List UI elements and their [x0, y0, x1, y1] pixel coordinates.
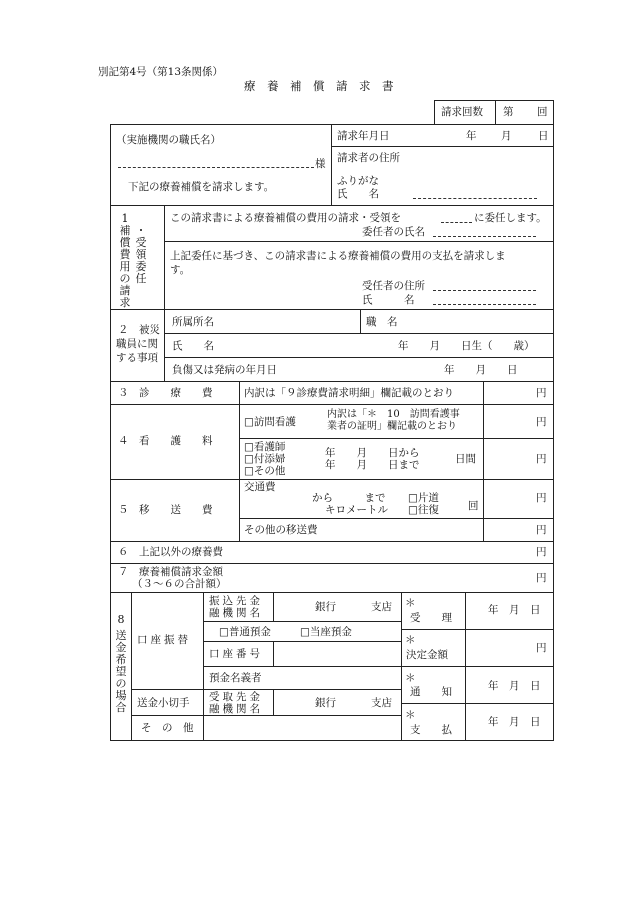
section3-label: ３ 診 療 費: [118, 387, 213, 399]
section1-label-col1: 1 補 償 費 用 の 請 求: [119, 212, 131, 309]
agency-head-label: （実施機関の職氏名）: [116, 134, 221, 146]
home-nursing-checkbox[interactable]: □訪問看護: [244, 416, 296, 428]
employee-name-label: 氏 名: [172, 340, 214, 352]
nursing-to-date: 年 月 日まで: [325, 459, 420, 471]
birth-date-text: 年 月 日生（ 歳）: [398, 340, 535, 352]
payment-text-2: す。: [170, 264, 191, 276]
decided-amount-label: 決定金額: [406, 649, 448, 661]
receiving-bank-label-2: 融機関名: [209, 703, 263, 715]
position-label: 職 名: [366, 316, 398, 328]
claim-day: 日: [538, 130, 549, 142]
received-label: 受 理: [410, 612, 452, 624]
furigana-label: ふりがな: [337, 175, 379, 187]
claim-month: 月: [501, 130, 512, 142]
home-nursing-detail-1: 内訳は「＊ 10 訪問看護事: [327, 409, 460, 420]
section2-label-2: 職員に関: [116, 338, 158, 350]
section5-label: ５ 移 送 費: [118, 504, 213, 516]
receiving-bank-label-1: 受取先金: [209, 691, 263, 703]
claimant-address-label: 請求者の住所: [337, 152, 400, 164]
section3-detail: 内訳は「９診療費請求明細」欄記載のとおり: [244, 387, 454, 399]
section5-unit-2: 円: [536, 524, 547, 536]
delegatee-name-label: 氏 名: [362, 294, 415, 306]
delegate-name-line[interactable]: [433, 236, 536, 237]
injury-date-label: 負傷又は発病の年月日: [172, 364, 277, 376]
bank-label-1: 振込先金: [209, 595, 263, 607]
transport-label: 交通費: [244, 481, 276, 493]
home-nursing-detail-2: 業者の証明」欄記載のとおり: [327, 421, 457, 432]
claim-count-prefix: 第: [503, 106, 514, 118]
nurse-checkbox[interactable]: □看護師: [244, 441, 286, 453]
remittance-label: 送金小切手: [137, 697, 190, 709]
section5-unit-1: 円: [536, 492, 547, 504]
notice-asterisk: ＊: [405, 672, 416, 684]
claimant-name-line[interactable]: [413, 198, 537, 199]
claim-date-label: 請求年月日: [337, 130, 390, 142]
current-deposit-checkbox[interactable]: □当座預金: [300, 626, 352, 638]
other-caregiver-checkbox[interactable]: □その他: [244, 465, 286, 477]
payment-label: 支 払: [410, 724, 452, 736]
received-asterisk: ＊: [405, 597, 416, 609]
section1-label-col2: ・ 受 領 委 任: [135, 224, 147, 285]
distance-text: キロメートル: [325, 504, 388, 516]
received-date: 年 月 日: [488, 604, 541, 616]
delegatee-address-line[interactable]: [433, 290, 536, 291]
ordinary-deposit-checkbox[interactable]: □普通預金: [219, 626, 271, 638]
injury-date-text: 年 月 日: [444, 364, 518, 376]
trip-count-label: 回: [468, 500, 479, 512]
bank-text: 銀行: [315, 601, 336, 613]
section4-unit-2: 円: [536, 453, 547, 465]
delegate-blank[interactable]: [441, 222, 472, 223]
delegatee-name-line[interactable]: [433, 304, 536, 305]
other-method-label: そ の 他: [141, 722, 194, 734]
claimant-name-label: 氏 名: [337, 188, 379, 200]
attendant-checkbox[interactable]: □付添婦: [244, 453, 286, 465]
delegate-text: この請求書による療養補償の費用の請求・受領を: [170, 212, 401, 224]
payment-text-1: 上記委任に基づき、この請求書による療養補償の費用の支払を請求しま: [170, 250, 506, 262]
notice-label: 通 知: [410, 686, 452, 698]
section6-unit: 円: [536, 546, 547, 558]
section2-label-1: ２ 被災: [118, 324, 160, 336]
section6-label: ６ 上記以外の療養費: [118, 546, 223, 558]
delegate-suffix: に委任します。: [474, 212, 547, 224]
branch-text: 支店: [371, 601, 392, 613]
request-text: 下記の療養補償を請求します。: [128, 181, 275, 193]
bank-label-2: 融機関名: [209, 607, 263, 619]
delegate-name-label: 委任者の氏名: [362, 226, 425, 238]
account-holder-label: 預金名義者: [209, 672, 262, 684]
section2-label-3: する事項: [116, 352, 158, 364]
notice-date: 年 月 日: [488, 680, 541, 692]
form-number: 別記第4号（第13条関係）: [98, 66, 224, 78]
transfer-label: 口座振替: [137, 634, 191, 646]
route-text: から まで: [312, 492, 386, 504]
round-trip-checkbox[interactable]: □往復: [408, 504, 439, 516]
nursing-from-date: 年 月 日から: [325, 447, 420, 459]
receiving-bank-text: 銀行: [315, 697, 336, 709]
department-label: 所属所名: [172, 316, 214, 328]
claim-count-suffix: 回: [537, 106, 548, 118]
payment-asterisk: ＊: [405, 709, 416, 721]
section3-unit: 円: [536, 387, 547, 399]
section7-label-2: （３～６の合計額）: [132, 578, 227, 590]
section8-label: 8 送 金 希 望 の 場 合: [115, 613, 127, 714]
honorific: 様: [315, 158, 326, 170]
payment-date: 年 月 日: [488, 716, 541, 728]
agency-head-line[interactable]: [118, 167, 314, 168]
other-transport-label: その他の移送費: [244, 524, 318, 536]
claim-year: 年: [466, 130, 477, 142]
claim-count-label: 請求回数: [441, 106, 483, 118]
account-number-label: 口座番号: [209, 648, 263, 660]
receiving-branch-text: 支店: [371, 697, 392, 709]
section7-label-1: ７ 療養補償請求金額: [118, 566, 223, 578]
one-way-checkbox[interactable]: □片道: [408, 492, 439, 504]
decided-asterisk: ＊: [405, 634, 416, 646]
form-title: 療 養 補 償 請 求 書: [244, 79, 394, 93]
delegatee-address-label: 受任者の住所: [362, 280, 425, 292]
section4-label: ４ 看 護 料: [118, 435, 213, 447]
nursing-days-label: 日間: [455, 453, 476, 465]
decided-amount-unit: 円: [536, 642, 547, 654]
section4-unit-1: 円: [536, 416, 547, 428]
section7-unit: 円: [536, 572, 547, 584]
